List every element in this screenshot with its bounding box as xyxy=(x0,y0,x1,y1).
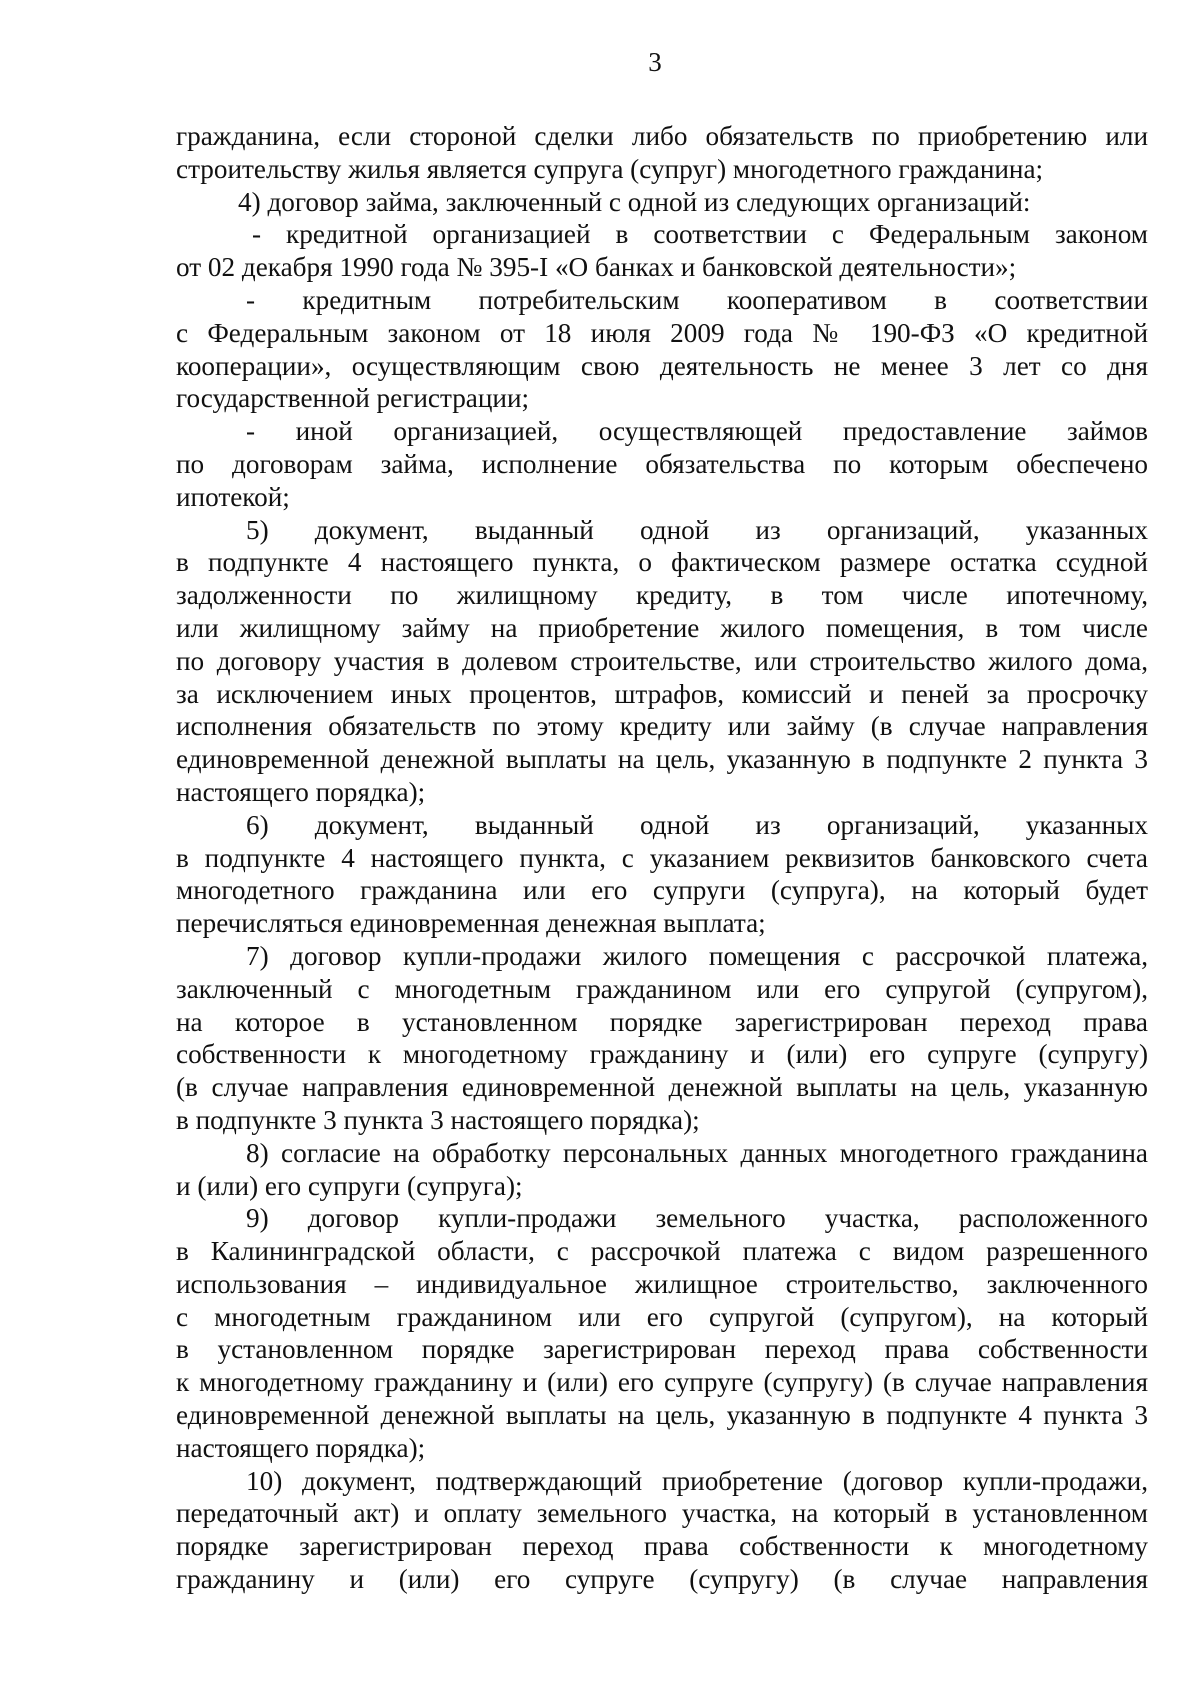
text-line: передаточный акт) и оплату земельного участка, на который в установленном xyxy=(176,1498,1148,1529)
text-line: - кредитной организацией в соответствии с Федеральным законом xyxy=(252,219,1148,250)
text-line: государственной регистрации; xyxy=(176,383,530,414)
text-line: собственности к многодетному гражданину и (или) его супруге (супругу) xyxy=(176,1039,1148,1070)
text-line: перечисляться единовременная денежная выплата; xyxy=(176,908,766,939)
text-line: 6) документ, выданный одной из организаций, указанных xyxy=(246,809,1148,840)
text-line: настоящего порядка); xyxy=(176,1432,426,1463)
text-line: единовременной денежной выплаты на цель, указанную в подпункте 4 пункта 3 xyxy=(176,1400,1148,1431)
text-line: использования – индивидуальное жилищное строительство, заключенного xyxy=(176,1268,1148,1299)
text-line: за исключением иных процентов, штрафов, комиссий и пеней за просрочку xyxy=(176,678,1148,709)
text-line: в подпункте 3 пункта 3 настоящего порядка); xyxy=(176,1104,700,1135)
text-line: гражданина, если стороной сделки либо обязательств по приобретению или xyxy=(176,121,1148,151)
text-line: единовременной денежной выплаты на цель, указанную в подпункте 2 пункта 3 xyxy=(176,744,1148,775)
text-line: настоящего порядка); xyxy=(176,776,426,807)
text-line: 7) договор купли-продажи жилого помещения с рассрочкой платежа, xyxy=(246,940,1148,971)
text-line: заключенный с многодетным гражданином или его супругой (супругом), xyxy=(176,973,1148,1004)
text-line: и (или) его супруги (супруга); xyxy=(176,1170,523,1201)
text-line: в установленном порядке зарегистрирован переход права собственности xyxy=(176,1334,1148,1365)
text-line: - иной организацией, осуществляющей предоставление займов xyxy=(246,416,1148,447)
text-line: строительству жилья является супруга (супруг) многодетного гражданина; xyxy=(176,153,1044,184)
text-line: порядке зарегистрирован переход права собственности к многодетному xyxy=(176,1531,1148,1562)
text-line: в подпункте 4 настоящего пункта, о фактическом размере остатка ссудной xyxy=(176,547,1148,578)
text-line: в Калининградской области, с рассрочкой платежа с видом разрешенного xyxy=(176,1236,1148,1267)
text-line: на которое в установленном порядке зарегистрирован переход права xyxy=(176,1006,1148,1037)
text-line: кооперации», осуществляющим свою деятельность не менее 3 лет со дня xyxy=(176,350,1148,381)
text-line: 4) договор займа, заключенный с одной из следующих организаций: xyxy=(238,186,1031,217)
document-body xyxy=(176,120,1148,1596)
text-line: задолженности по жилищному кредиту, в том числе ипотечному, xyxy=(176,580,1148,611)
text-line: с Федеральным законом от 18 июля 2009 года № 190-ФЗ «О кредитной xyxy=(176,317,1148,348)
text-line: ипотекой; xyxy=(176,481,290,512)
text-line: с многодетным гражданином или его супругой (супругом), на который xyxy=(176,1301,1148,1332)
text-line: или жилищному займу на приобретение жилого помещения, в том числе xyxy=(176,612,1148,643)
text-line: гражданину и (или) его супруге (супругу) (в случае направления xyxy=(176,1564,1148,1595)
text-line: по договору участия в долевом строительстве, или строительство жилого дома, xyxy=(176,645,1148,676)
text-line: многодетного гражданина или его супруги (супруга), на который будет xyxy=(176,875,1148,906)
text-line: исполнения обязательств по этому кредиту или займу (в случае направления xyxy=(176,711,1148,742)
text-line: к многодетному гражданину и (или) его супруге (супругу) (в случае направления xyxy=(176,1367,1148,1398)
text-line: - кредитным потребительским кооперативом в соответствии xyxy=(246,284,1148,315)
text-line: 5) документ, выданный одной из организаций, указанных xyxy=(246,514,1148,545)
text-line: в подпункте 4 настоящего пункта, с указанием реквизитов банковского счета xyxy=(176,842,1148,873)
text-line: 10) документ, подтверждающий приобретение (договор купли-продажи, xyxy=(246,1465,1148,1496)
page-number: 3 xyxy=(648,47,662,77)
text-line: (в случае направления единовременной денежной выплаты на цель, указанную xyxy=(176,1072,1148,1103)
text-line: по договорам займа, исполнение обязательства по которым обеспечено xyxy=(176,448,1148,479)
text-line: 9) договор купли-продажи земельного участка, расположенного xyxy=(246,1203,1148,1234)
text-line: от 02 декабря 1990 года № 395-I «О банках и банковской деятельности»; xyxy=(176,252,1017,283)
text-line: 8) согласие на обработку персональных данных многодетного гражданина xyxy=(246,1137,1148,1168)
